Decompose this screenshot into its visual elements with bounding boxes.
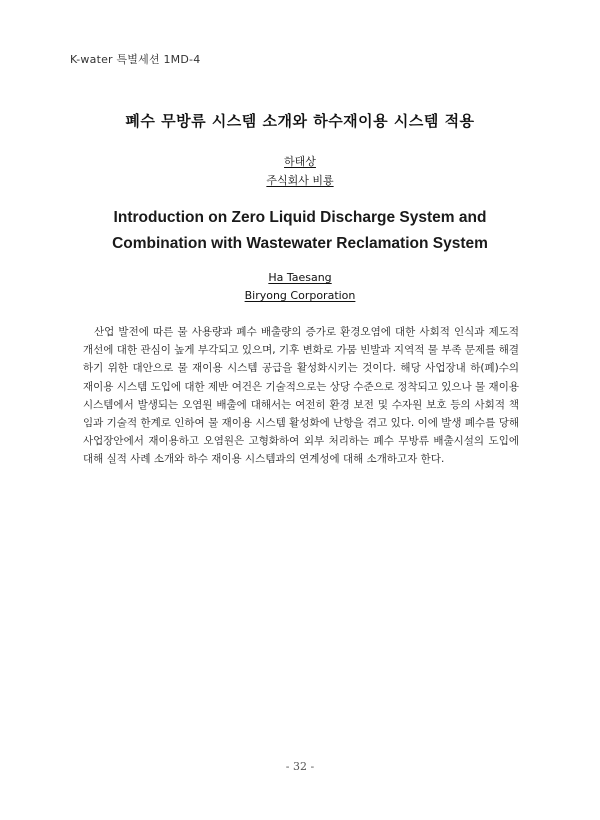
english-author-block	[0, 269, 600, 305]
abstract-paragraph: 산업 발전에 따른 물 사용량과 폐수 배출량의 증가로 환경오염에 대한 사회적 인식과 제도적 개선에 대한 관심이 높게 부각되고 있으며, 기후 변화로 가뭄 빈발과 지역적 물 부족 문제를 해결하기 위한 대안으로 물 재이용 시스템 공급을 활성화시키는 것이다. 해당 사업장내 하(폐)수의 재이용 시스템 도입에 대한 제반 여건은 기술적으로는 상당 수준으로 정착되고 있으나 물 재이용 시스템에서 발생되는 오염원 배출에 대해서는 여전히 환경 보전 및 수자원 보호 등의 사회적 책임과 기술적 한계로 인하여 물 재이용 시스템 활성화에 난항을 겪고 있다. 이에 발생 폐수를 당해 사업장안에서 재이용하고 오염원은 고형화하여 외부 처리하는 폐수 무방류 배출시설의 도입에 대해 실적 사례 소개와 하수 재이용 시스템과의 연계성에 대해 소개하고자 한다.	[83, 326, 519, 466]
korean-affiliation: 주식회사 비룡	[266, 174, 334, 187]
korean-author-name: 하태상	[284, 155, 316, 168]
english-author-name: Ha Taesang	[268, 271, 332, 284]
english-title-line-1: Introduction on Zero Liquid Discharge System and	[113, 209, 487, 226]
english-affiliation: Biryong Corporation	[244, 289, 356, 302]
english-title	[40, 205, 560, 257]
running-header: K-water 특별세션 1MD-4	[70, 53, 201, 66]
korean-author-block	[0, 152, 600, 190]
page-number: - 32 -	[285, 760, 315, 773]
english-title-line-2: Combination with Wastewater Reclamation System	[112, 235, 488, 252]
korean-title: 폐수 무방류 시스템 소개와 하수재이용 시스템 적용	[125, 112, 475, 130]
